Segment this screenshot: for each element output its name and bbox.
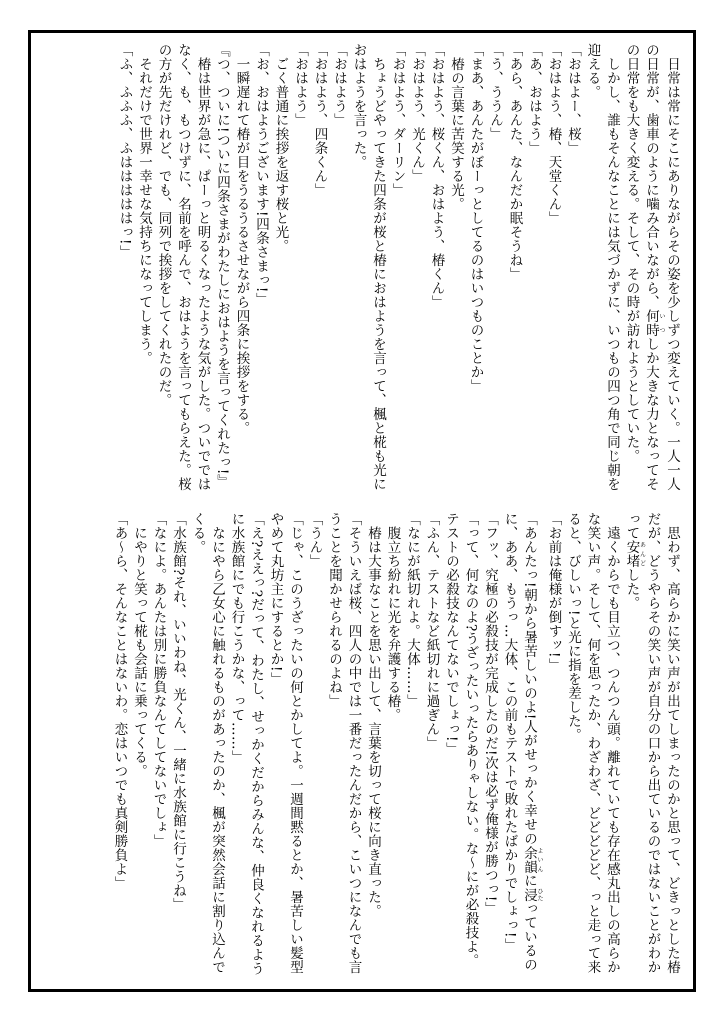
paragraph: 腹立ち紛れに光を弁護する椿。 xyxy=(384,512,401,722)
paragraph: 日常は常にそこにありながらその姿を少しずつ変えていく。一人一人の日常が、歯車のように噛み合いながら、何時 いつしか大きな力となってその日常をも大きく変える。そして、その時が訪れようとしていた。 xyxy=(623,43,680,491)
paragraph: しかし、誰もそんなことには気づかずに、いつもの四つ角で同じ朝を迎える。 xyxy=(584,43,620,491)
paragraph: 思わず、高らかに笑い声が出てしまったのかと思って、どきっとした椿だが、どうやらその笑い声が自分の口から出ているのではないことがわかって安堵 あんどした。 xyxy=(623,512,680,974)
paragraph: 「そういえば桜、四人の中では一番だったんだから、こいつになんでも言うことを聞かせられるのよね」 xyxy=(326,512,362,974)
paragraph: 「って、何なのよ?うざったいったらありゃしない。な〜にが必殺技よ。テストの必殺技なんてないでしょっ!」 xyxy=(443,512,479,968)
paragraph: ちょうどやってきた四条が桜と椿におはようを言って、楓と椛も光におはようを言った。 xyxy=(350,43,386,491)
paragraph: 「おはよう」 xyxy=(331,43,347,127)
text-block-top xyxy=(43,43,681,498)
paragraph: 「まあ、あんたがぼーっとしてるのはいつものことか」 xyxy=(467,43,484,393)
paragraph: 「おはよう、椿、天堂くん」 xyxy=(545,43,562,225)
paragraph: 「ふ、ふふふ、ふはははははっ!」 xyxy=(116,43,133,259)
paragraph: 「フッ、究極の必殺技が完成したのだ!次は必ず俺様が勝つっ!」 xyxy=(482,512,498,916)
paragraph: 「う、ううん」 xyxy=(487,43,503,141)
paragraph: 「あんたっ!朝から暑苦しいのよ!人がせっかく幸せの余韻 よいんに浸 ひたっているのに、ああ、もうっ…大体、この前もテストで敗れたばかりでしょっ!」 xyxy=(501,512,543,972)
paragraph: 一瞬遅れて椿が目をうるうるさせながら四条に挨拶をする。 xyxy=(233,43,250,435)
paragraph: 遠くからでも目立つ、つんつん頭。離れていても存在感丸出しの高らかな笑い声。そして、何を思ったか、わざわざ、どどどどど、っと走って来ると、びしいっ!と光に指を差した。 xyxy=(565,512,620,974)
paragraph: 「お、おはようございます!四条さまっ!」 xyxy=(253,43,269,307)
paragraph: 「おはよう、ダーリン」 xyxy=(389,43,406,197)
paragraph: 「おはよう、桜くん、おはよう、椿くん」 xyxy=(428,43,445,309)
paragraph: 「おはよー、桜」 xyxy=(565,43,581,155)
paragraph: 「お前は俺様が倒すッ!」 xyxy=(545,512,562,672)
paragraph: 「ふん、テストなど紙切れに過ぎん」 xyxy=(423,512,440,750)
paragraph: 「おはよう、四条くん」 xyxy=(311,43,328,197)
paragraph: 「え?ええっ?だって、わたし、せっかくだからみんな、仲良くなれるように水族館にでも行こうかな、って……」 xyxy=(228,512,264,976)
paragraph: ごく普通に挨拶を返す桜と光。 xyxy=(272,43,289,253)
paragraph: にやりと笑って椛も会話に乗ってくる。 xyxy=(131,512,147,778)
paragraph: 椿は大事なことを思い出して、言葉を切って桜に向き直った。 xyxy=(365,512,381,918)
paragraph: 椿は世界が急に、ぱーっと明るくなったような気がした。ついでではなく、も、もつけずに、名前を呼んで、おはようを言ってもらえた。桜の方が先だけれど、でも、同列で挨拶をしてくれたのだ。 xyxy=(155,43,211,491)
paragraph: 「じゃ、このうざったいの何とかしてよ。一週間黙るとか、暑苦しい髪型やめて丸坊主にするとか!」 xyxy=(267,512,303,974)
paragraph: 「おはよう、光くん」 xyxy=(409,43,425,183)
paragraph: 「おはよう」 xyxy=(292,43,308,127)
paragraph: 「水族館?それ、いいわね、光くん、一緒に水族館に行こうね」 xyxy=(170,512,186,912)
paragraph: 椿の言葉に苦笑する光。 xyxy=(448,43,464,211)
text-block-bottom xyxy=(43,512,681,978)
paragraph: 「なにが紙切れよ。大体……」 xyxy=(404,512,420,708)
paragraph: なにやら乙女心に触れるものがあったのか、楓が突然会話に割り込んでくる。 xyxy=(189,512,225,974)
paragraph: 「うん」 xyxy=(306,512,323,568)
paragraph: 「あら、あんた、なんだか眠そうね」 xyxy=(506,43,523,281)
paragraph: 『つ、ついに!ついに四条さまがわたしにおはようを言ってくれたっ!』 xyxy=(214,43,230,489)
page-border-frame xyxy=(28,30,696,992)
paragraph: 「なによ。あんたは別に勝負なんてしてないでしょ」 xyxy=(150,512,167,848)
paragraph: 「あ、おはよう」 xyxy=(526,43,542,155)
paragraph: 「あ〜ら、そんなことはないわ。恋はいつでも真剣勝負よ」 xyxy=(111,512,128,890)
paragraph: それだけで世界一幸せな気持ちになってしまう。 xyxy=(136,43,152,365)
